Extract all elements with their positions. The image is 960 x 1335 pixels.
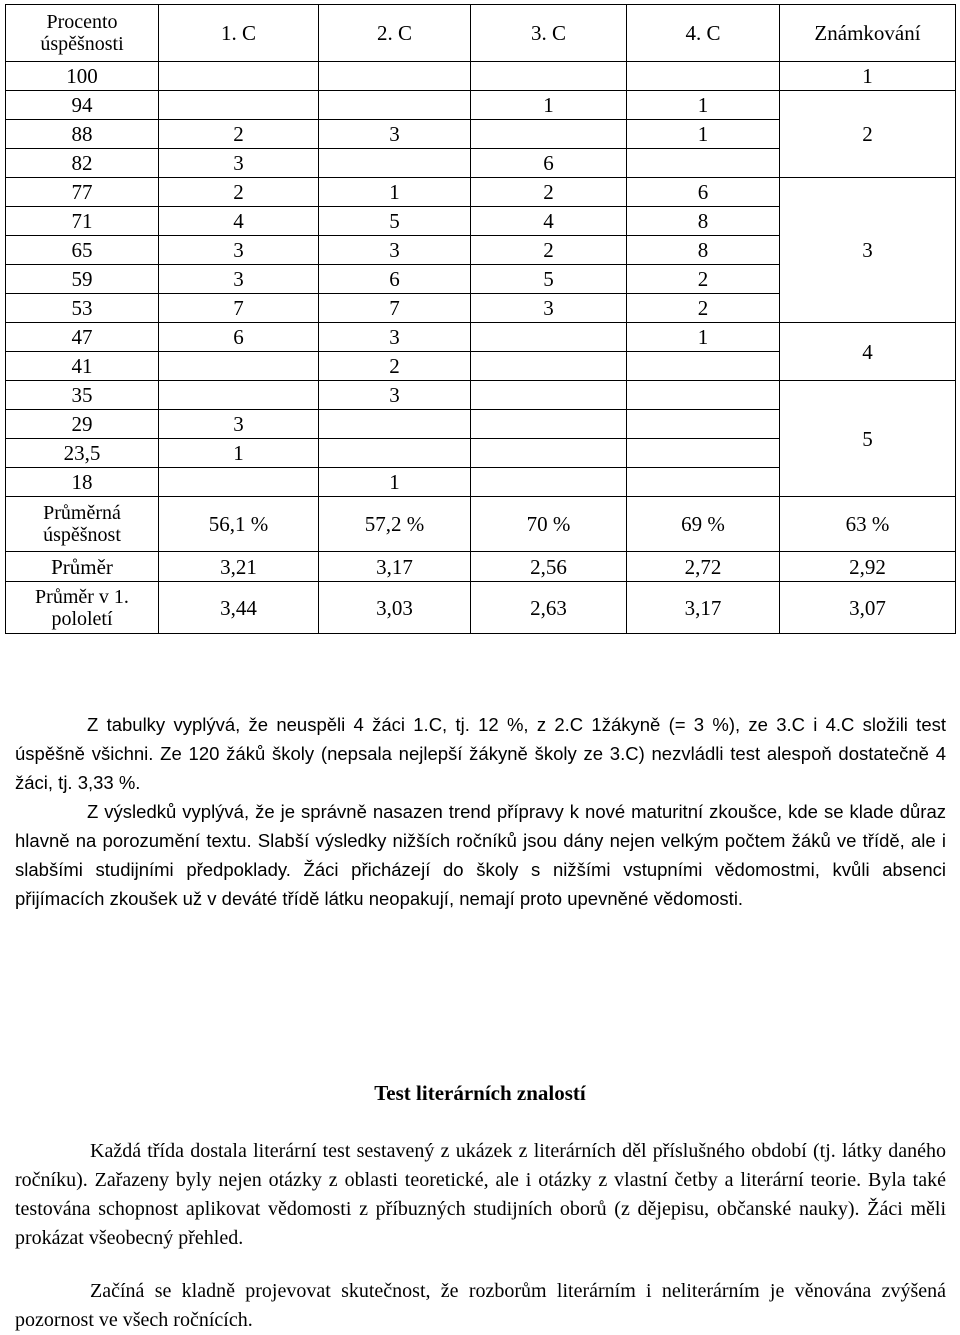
cell-1c: 2 [159,120,319,149]
cell-percent: 88 [6,120,159,149]
cell-3c [471,62,627,91]
cell-percent: 71 [6,207,159,236]
cell-4c [627,352,780,381]
grade-cell: 1 [780,62,956,91]
grade-cell: 3 [780,178,956,323]
average-row [6,552,956,582]
cell-1c: 2 [159,178,319,207]
cell-1c: 3 [159,410,319,439]
header-class-4c: 4. C [627,5,780,62]
cell-2c: 3 [319,323,471,352]
results-table [5,4,956,634]
average-sem1-4c: 3,17 [627,582,780,634]
cell-4c: 8 [627,236,780,265]
cell-4c [627,149,780,178]
cell-1c: 3 [159,236,319,265]
cell-1c: 3 [159,265,319,294]
average-3c: 2,56 [471,552,627,582]
cell-percent: 35 [6,381,159,410]
cell-2c [319,439,471,468]
cell-percent: 94 [6,91,159,120]
cell-3c: 1 [471,91,627,120]
cell-4c [627,439,780,468]
table-row [6,178,956,207]
cell-percent: 47 [6,323,159,352]
cell-4c [627,381,780,410]
table-row [6,323,956,352]
cell-3c [471,323,627,352]
header-class-1c: 1. C [159,5,319,62]
cell-1c: 4 [159,207,319,236]
cell-2c [319,149,471,178]
cell-percent: 29 [6,410,159,439]
cell-2c [319,410,471,439]
avg-success-row [6,497,956,552]
cell-1c [159,468,319,497]
cell-2c: 7 [319,294,471,323]
cell-4c: 8 [627,207,780,236]
cell-1c: 3 [159,149,319,178]
header-percent-success: Procento úspěšnosti [6,5,159,62]
cell-1c [159,352,319,381]
header-class-3c: 3. C [471,5,627,62]
average-1c: 3,21 [159,552,319,582]
cell-3c [471,410,627,439]
cell-3c [471,120,627,149]
average-sem1-3c: 2,63 [471,582,627,634]
grade-cell: 5 [780,381,956,497]
cell-percent: 100 [6,62,159,91]
cell-2c: 6 [319,265,471,294]
average-sem1-label: Průměr v 1. pololetí [6,582,159,634]
cell-1c [159,91,319,120]
header-grading: Známkování [780,5,956,62]
literary-test-paragraph-1: Každá třída dostala literární test sestavený z ukázek z literárních děl příslušného období (tj. látky daného ročníku). Zařazeny byly nejen otázky z oblasti teoretické, ale i otázky z vlastní četby a literární teorie. Byla také testována schopnost aplikovat vědomosti z příbuzných studijních oborů (z dějepisu, občanské nauky). Žáci měli prokázat všeobecný přehled. [15,1140,946,1249]
cell-4c: 1 [627,120,780,149]
cell-3c: 2 [471,178,627,207]
cell-2c [319,62,471,91]
cell-4c: 2 [627,294,780,323]
table-header-row [6,5,956,62]
cell-2c: 1 [319,468,471,497]
cell-4c [627,62,780,91]
cell-3c [471,381,627,410]
average-sem1-2c: 3,03 [319,582,471,634]
cell-3c: 5 [471,265,627,294]
average-sem1-row [6,582,956,634]
cell-percent: 18 [6,468,159,497]
cell-3c: 6 [471,149,627,178]
cell-3c: 4 [471,207,627,236]
cell-percent: 65 [6,236,159,265]
cell-4c: 1 [627,323,780,352]
cell-percent: 23,5 [6,439,159,468]
average-2c: 3,17 [319,552,471,582]
section-heading: Test literárních znalostí [374,1081,586,1105]
cell-3c [471,468,627,497]
cell-3c: 3 [471,294,627,323]
cell-1c: 7 [159,294,319,323]
avg-success-3c: 70 % [471,497,627,552]
cell-percent: 82 [6,149,159,178]
cell-2c: 3 [319,236,471,265]
cell-2c: 2 [319,352,471,381]
table-row [6,62,956,91]
grade-cell: 4 [780,323,956,381]
literary-test-paragraph-2: Začíná se kladně projevovat skutečnost, že rozborům literárním i neliterárním je věnována zvýšená pozornost ve všech ročnících. [15,1280,946,1331]
avg-success-2c: 57,2 % [319,497,471,552]
average-label: Průměr [6,552,159,582]
avg-success-total: 63 % [780,497,956,552]
avg-success-4c: 69 % [627,497,780,552]
cell-4c: 2 [627,265,780,294]
cell-percent: 59 [6,265,159,294]
average-total: 2,92 [780,552,956,582]
cell-percent: 53 [6,294,159,323]
cell-2c: 3 [319,381,471,410]
cell-2c: 1 [319,178,471,207]
average-4c: 2,72 [627,552,780,582]
cell-4c [627,468,780,497]
cell-3c: 2 [471,236,627,265]
cell-1c [159,62,319,91]
cell-1c: 6 [159,323,319,352]
average-sem1-1c: 3,44 [159,582,319,634]
summary-paragraph-2: Z výsledků vyplývá, že je správně nasazen trend přípravy k nové maturitní zkoušce, kde se klade důraz hlavně na porozumění textu. Slabší výsledky nižších ročníků jsou dány nejen velkým počtem žáků ve třídě, ale i slabšími studijními předpoklady. Žáci přicházejí do školy s nižšími vstupními vědomostmi, kvůli absenci přijímacích zkoušek už v deváté třídě látku neopakují, nemají proto upevněné vědomosti. [15,801,946,909]
cell-2c: 3 [319,120,471,149]
summary-paragraph-1: Z tabulky vyplývá, že neuspěli 4 žáci 1.C, tj. 12 %, z 2.C 1žákyně (= 3 %), ze 3.C i 4.C složili test úspěšně všichni. Ze 120 žáků školy (nepsala nejlepší žákyně školy ze 3.C) nezvládli test alespoň dostatečně 4 žáci, tj. 3,33 %. [15,714,946,793]
cell-percent: 41 [6,352,159,381]
table-row [6,91,956,120]
grade-cell: 2 [780,91,956,178]
cell-4c: 6 [627,178,780,207]
cell-1c: 1 [159,439,319,468]
header-class-2c: 2. C [319,5,471,62]
cell-1c [159,381,319,410]
cell-2c: 5 [319,207,471,236]
average-sem1-total: 3,07 [780,582,956,634]
cell-3c [471,352,627,381]
avg-success-label: Průměrná úspěšnost [6,497,159,552]
avg-success-1c: 56,1 % [159,497,319,552]
cell-2c [319,91,471,120]
cell-4c: 1 [627,91,780,120]
cell-percent: 77 [6,178,159,207]
cell-4c [627,410,780,439]
table-row [6,381,956,410]
cell-3c [471,439,627,468]
